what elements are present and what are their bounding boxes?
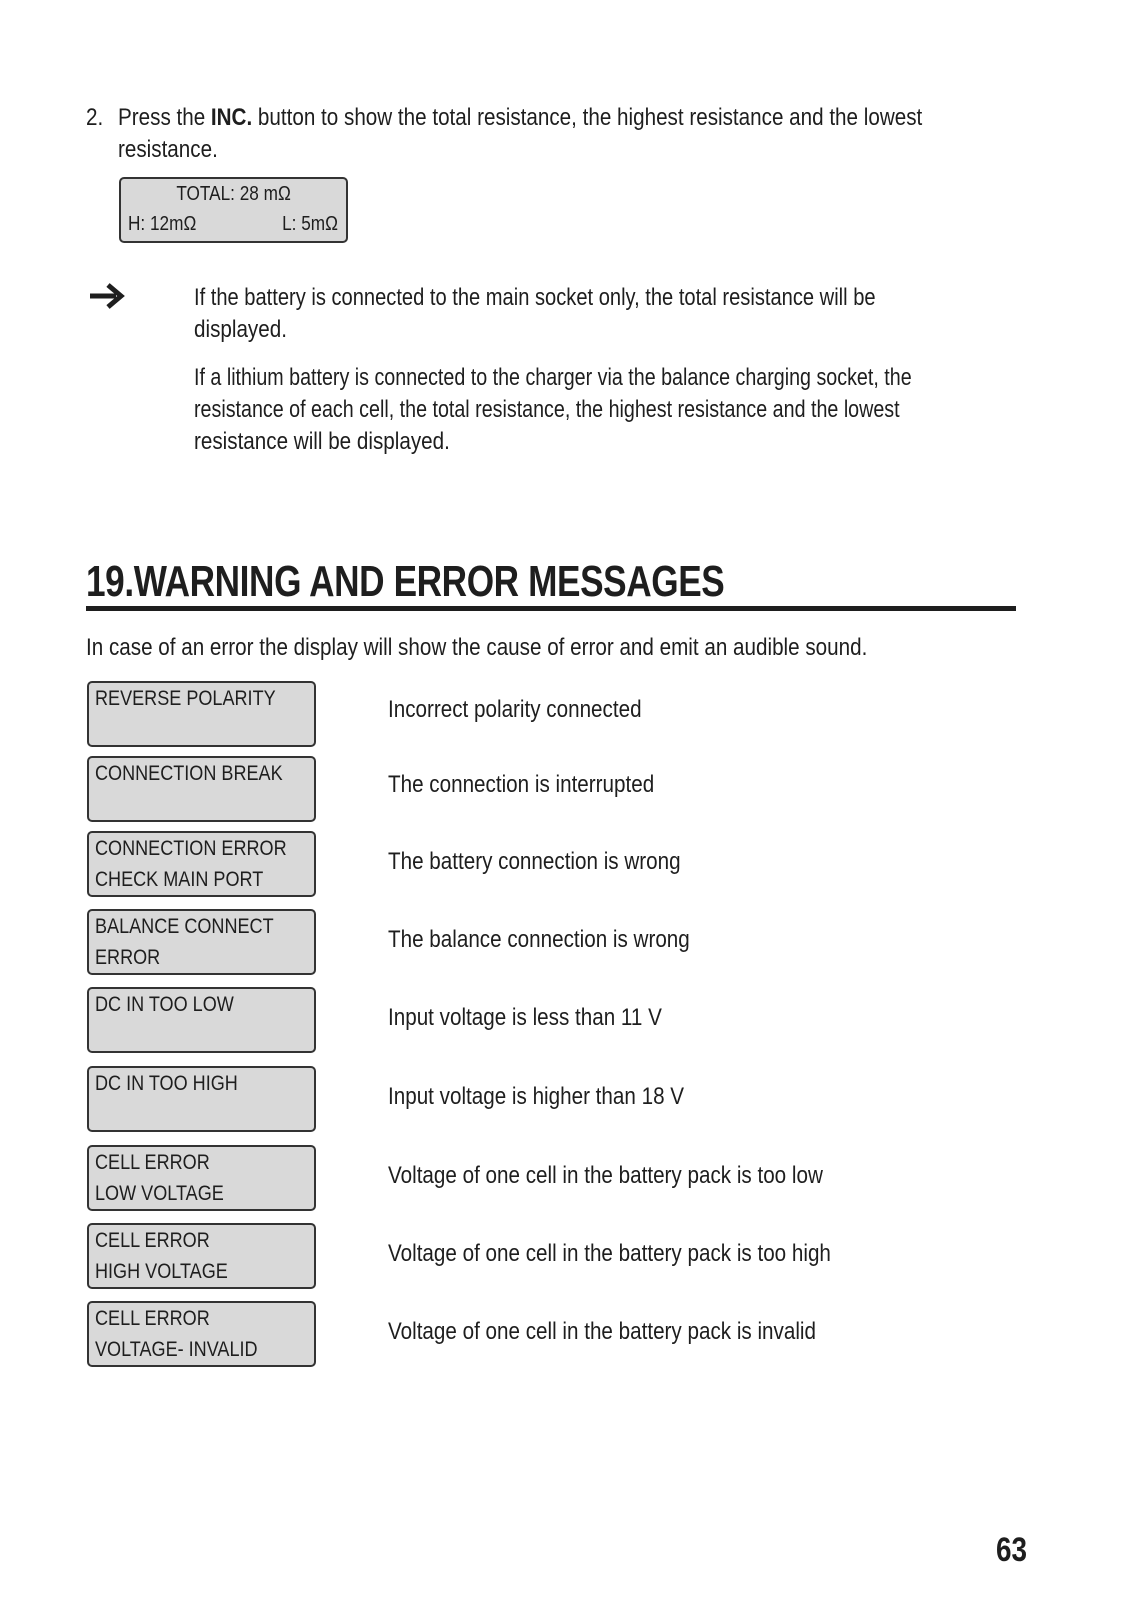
error-display-connection-error: CONNECTION ERROR CHECK MAIN PORT (87, 831, 316, 897)
step-text-after: button to show the total resistance, the highest resistance and the lowest (252, 104, 923, 131)
step-text-line1 (118, 102, 922, 134)
error-description: Input voltage is less than 11 V (388, 1004, 662, 1031)
error-display-dc-in-too-high: DC IN TOO HIGH (87, 1066, 316, 1132)
note-paragraph-2 (194, 362, 1010, 458)
resistance-lcd-display (119, 177, 348, 243)
right-arrow-icon (88, 280, 132, 312)
note-line: If a lithium battery is connected to the charger via the balance charging socket, the (194, 364, 912, 391)
error-description: Input voltage is higher than 18 V (388, 1083, 685, 1110)
section-title: 19.WARNING AND ERROR MESSAGES (86, 557, 725, 606)
note-line: resistance of each cell, the total resistance, the highest resistance and the lowest (194, 396, 900, 423)
step-text-line2: resistance. (118, 136, 218, 163)
error-description: The balance connection is wrong (388, 926, 690, 953)
error-display-reverse-polarity: REVERSE POLARITY (87, 681, 316, 747)
note-line: resistance will be displayed. (194, 428, 450, 455)
page-number: 63 (996, 1531, 1028, 1569)
note-line: displayed. (194, 316, 287, 343)
note-line: If the battery is connected to the main socket only, the total resistance will be (194, 284, 876, 311)
error-description: Voltage of one cell in the battery pack is too low (388, 1162, 823, 1189)
lowest-resistance: L: 5mΩ (282, 213, 338, 235)
error-display-cell-high-voltage: CELL ERROR HIGH VOLTAGE (87, 1223, 316, 1289)
note-paragraph-1 (194, 282, 1010, 346)
error-display-dc-in-too-low: DC IN TOO LOW (87, 987, 316, 1053)
error-display-balance-connect: BALANCE CONNECT ERROR (87, 909, 316, 975)
total-resistance: TOTAL: 28 mΩ (176, 183, 291, 205)
heading-underline (86, 606, 1016, 611)
step-text-before: Press the (118, 104, 211, 131)
error-description: The connection is interrupted (388, 771, 655, 798)
step-number: 2. (86, 104, 104, 131)
error-display-connection-break: CONNECTION BREAK (87, 756, 316, 822)
error-description: Incorrect polarity connected (388, 696, 642, 723)
section-intro: In case of an error the display will show the cause of error and emit an audible sound. (86, 634, 868, 661)
error-description: Voltage of one cell in the battery pack is too high (388, 1240, 831, 1267)
error-display-cell-low-voltage: CELL ERROR LOW VOLTAGE (87, 1145, 316, 1211)
error-description: The battery connection is wrong (388, 848, 681, 875)
error-display-cell-voltage-invalid: CELL ERROR VOLTAGE- INVALID (87, 1301, 316, 1367)
error-description: Voltage of one cell in the battery pack is invalid (388, 1318, 816, 1345)
highest-resistance: H: 12mΩ (128, 213, 197, 235)
inc-button-name: INC. (210, 104, 253, 131)
